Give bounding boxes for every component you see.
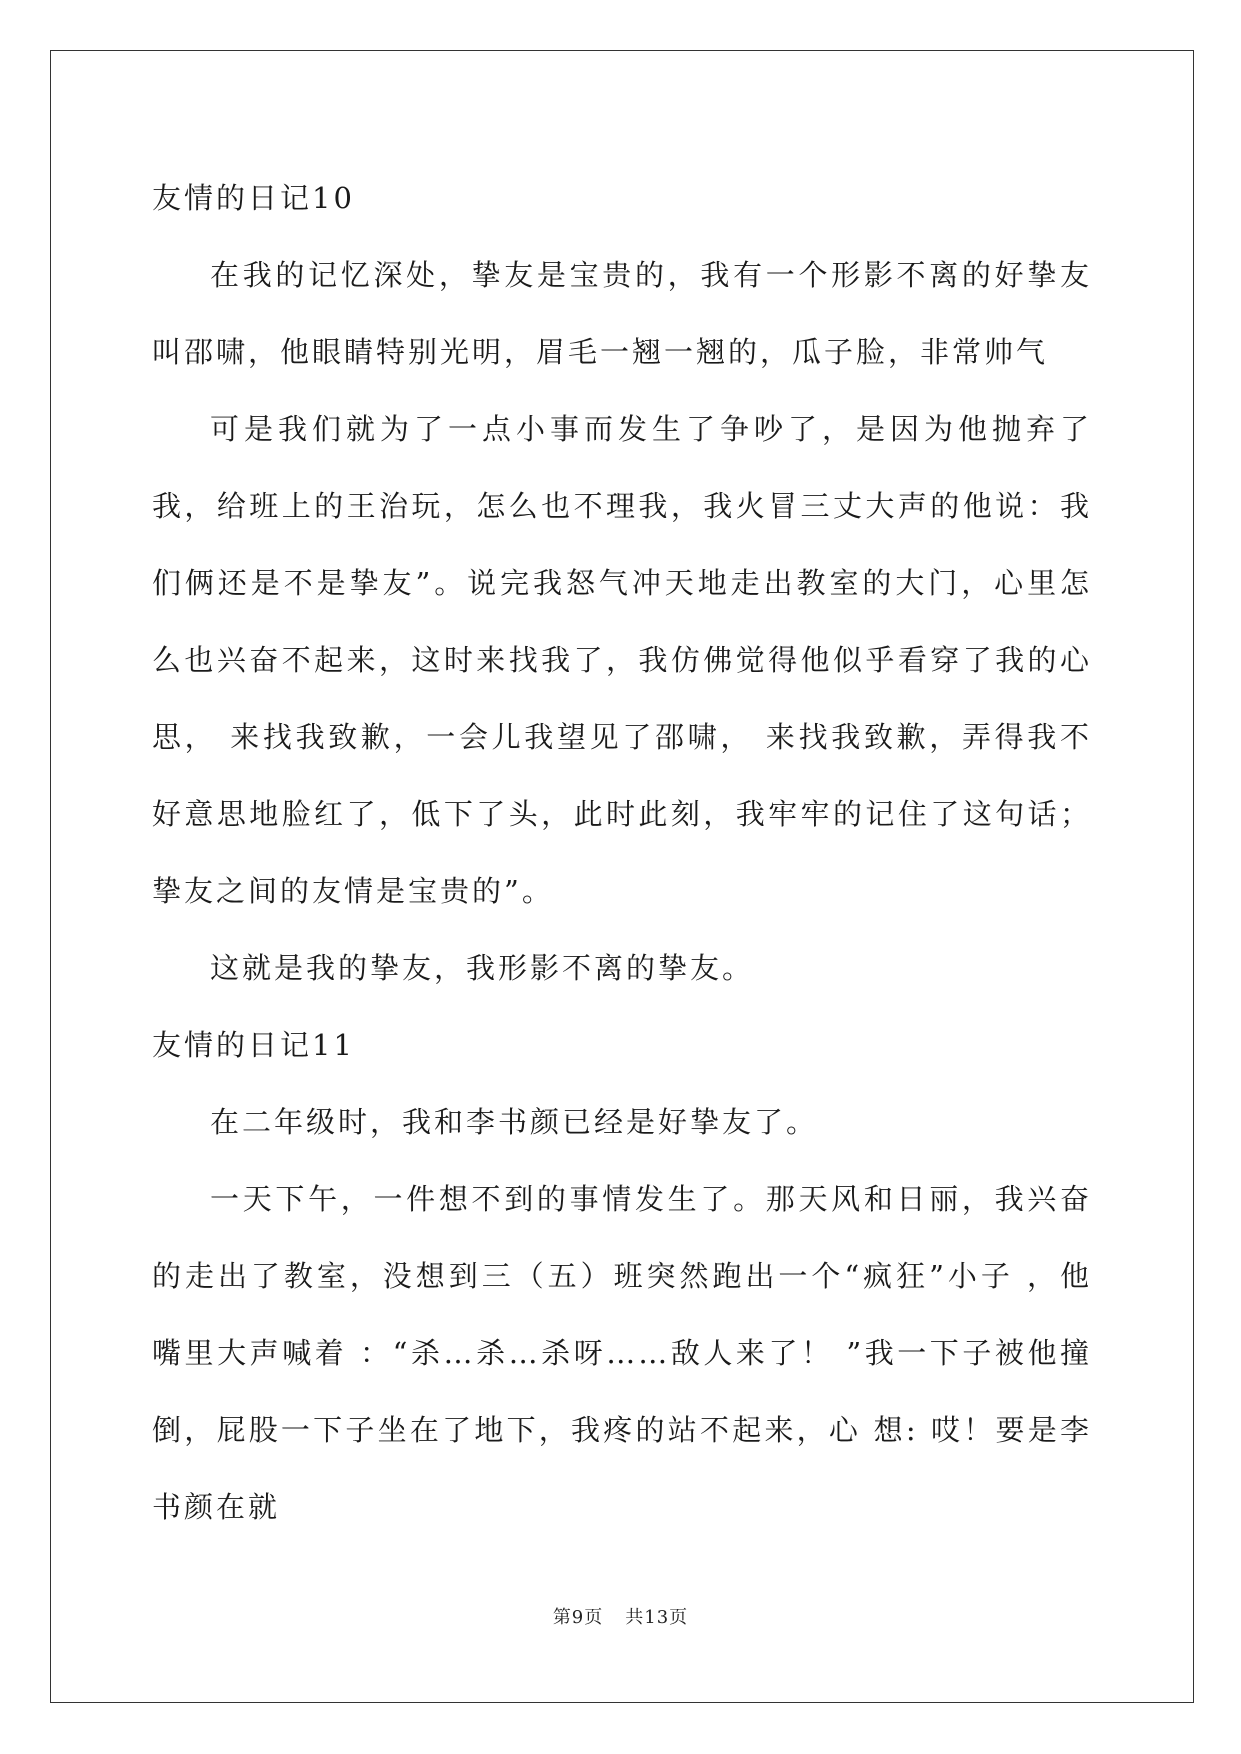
paragraph: 在我的记忆深处，挚友是宝贵的，我有一个形影不离的好挚友叫邵啸，他眼睛特别光明，眉毛一翘一翘的，瓜子脸，非常帅气 [152,258,1092,369]
paragraph: 可是我们就为了一点小事而发生了争吵了，是因为他抛弃了我，给班上的王治玩，怎么也不理我，我火冒三丈大声的他说：我们俩还是不是挚友”。说完我怒气冲天地走出教室的大门，心里怎么也兴奋不起来，这时来找我了，我仿佛觉得他似乎看穿了我的心思， 来找我致歉，一会儿我望见了邵啸， 来找我致歉，弄得我不好意思地脸红了，低下了头，此时此刻，我牢牢的记住了这句话；挚友之间的友情是宝贵的”。 [152,412,1092,908]
section-title: 友情的日记11 [152,1028,355,1062]
paragraph: 一天下午，一件想不到的事情发生了。那天风和日丽，我兴奋的走出了教室，没想到三（五）班突然跑出一个“疯狂”小子 ，他嘴里大声喊着 ：“杀…杀…杀呀……敌人来了！ ”我一下子被他撞倒，屁股一下子坐在了地下，我疼的站不起来，心 想: 哎！要是李书颜在就 [152,1182,1092,1524]
document-body [152,160,1092,1546]
paragraph: 在二年级时，我和李书颜已经是好挚友了。 [210,1105,819,1139]
page-number: 第9页 [552,1607,604,1628]
page-total: 共13页 [625,1607,689,1628]
page-footer [0,1603,1241,1629]
paragraph: 这就是我的挚友，我形影不离的挚友。 [210,951,755,985]
section-title: 友情的日记10 [152,181,355,215]
